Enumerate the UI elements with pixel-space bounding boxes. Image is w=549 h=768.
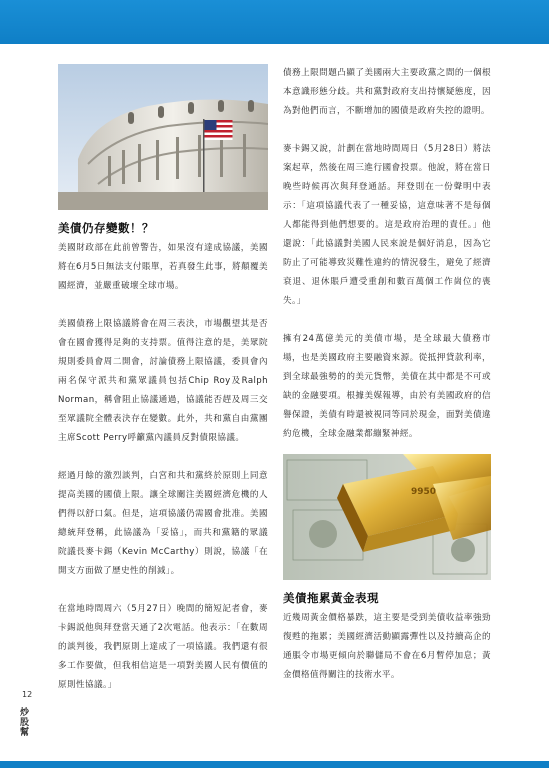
left-paragraph-1: 美國財政部在此前曾警告，如果沒有達成協議，美國將在6月5日無法支付賬單，若真發生此事，將顛覆美國經濟，並嚴重破壞全球市場。	[58, 243, 268, 291]
header-band	[0, 0, 549, 44]
footer-band	[0, 761, 549, 768]
right-paragraph-2: 麥卡錫又說，計劃在當地時間周日（5月28日）將法案起草，然後在周三進行國會投票。他說，將在當日晚些時候再次與拜登通話。拜登則在一份聲明中表示：「這項協議代表了一種妥協，這意味著不是每個人都能得到他們想要的。這是政府治理的責任。」他還說：「此協議對美國人民來說是個好消息，因為它防止了可能導致災難性違約的情況發生，避免了經濟衰退、退休賬戶遭受重創和數百萬個工作崗位的喪失。」	[283, 144, 491, 306]
left-paragraph-2: 美國債務上限協議將會在周三表決，市場觀望其是否會在國會獲得足夠的支持票。值得注意的是，美眾院規則委員會周二開會，討論債務上限協議，委員會內兩名保守派共和黨眾議員包括Chip Roy及Ralph Norman，稱會阻止協議通過，協議能否趕及周三交至眾議院全體表決存在變數。此外，共和黨自由黨團主席Scott Perry呼籲黨內議員反對債限協議。	[58, 319, 268, 443]
right-column	[283, 64, 491, 685]
gold-bar-label: 9950	[411, 487, 437, 497]
capitol-image	[58, 64, 268, 210]
left-paragraph-3: 經過月餘的激烈談判，白宮和共和黨終於原則上同意提高美國的國債上限。讓全球關注美國經濟危機的人們得以舒口氣。但是，這項協議仍需國會批准。美國總統拜登稱，此協議為「妥協」，而共和黨籍的眾議院議長麥卡錫（Kevin McCarthy）則說，協議「在開支方面做了歷史性的削減」。	[58, 471, 268, 576]
right-paragraph-4: 近幾周黃金價格暴跌，這主要是受到美債收益率強勁復甦的拖累；美國經濟活動顯露彈性以及持續高企的通脹令市場更傾向於聯儲局不會在6月暫停加息；黃金價格值得關注的技術水平。	[283, 613, 491, 680]
brand-label: 炒股幫	[20, 708, 30, 738]
left-column	[58, 64, 268, 695]
left-heading: 美債仍存變數！？	[58, 221, 154, 235]
right-paragraph-3: 擁有24萬億美元的美債市場，是全球最大債務市場，也是美國政府主要融資來源。從抵押貸款利率，到全球最強勢的的美元貨幣，美債在其中都是不可或缺的金融要項。根據美媒報導，由於有美國政府的信譽保證，美債有時還被視同等同於現金，面對美債違約危機，全球金融業都繃緊神經。	[283, 334, 491, 439]
right-heading: 美債拖累黃金表現	[283, 591, 379, 605]
gold-bars-image	[283, 454, 491, 580]
right-paragraph-1: 債務上限問題凸顯了美國兩大主要政黨之間的一個根本意識形態分歧。共和黨對政府支出持懷疑態度，因為對他們而言，不斷增加的國債是政府失控的證明。	[283, 68, 491, 116]
page-number: 12	[22, 690, 33, 699]
left-paragraph-4: 在當地時間周六（5月27日）晚間的簡短記者會，麥卡錫説他與拜登當天通了2次電話。他表示：「在數周的談判後，我們原則上達成了一項協議。我們還有很多工作要做，但我相信這是一項對美國人民有價值的原則性協議。」	[58, 604, 268, 690]
